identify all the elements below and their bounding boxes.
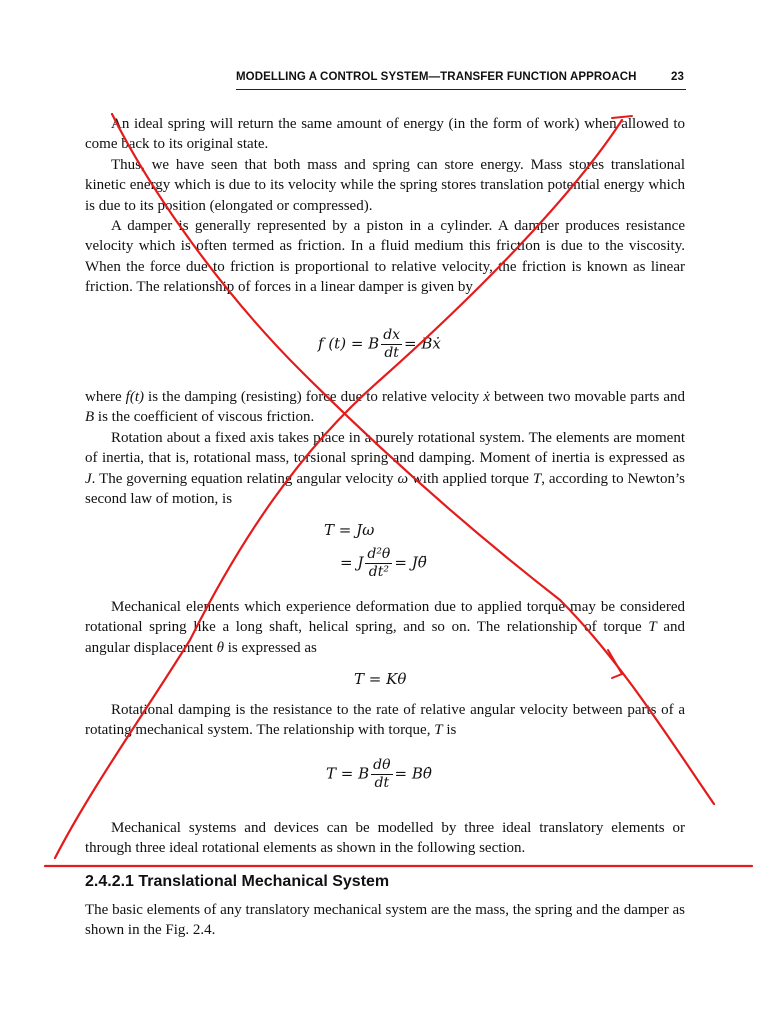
paragraph: where f(t) is the damping (resisting) force due to relative velocity ẋ between two movable parts and B is the coefficient of viscous friction. [85,389,685,426]
paragraph: Rotational damping is the resistance to the rate of relative angular velocity between parts of a rotating mechanical system. The relationship with torque, T is [85,702,685,739]
paragraph: Mechanical elements which experience deformation due to applied torque may be considered rotational spring like a long shaft, helical spring, and so on. The relationship of torque T and angular displacement θ is expressed as [85,599,685,656]
section-heading: 2.4.2.1 Translational Mechanical System [85,873,390,890]
equation-damper-force: f (t) = B $\frac{dx}{dt}$ = Bẋ [318,327,441,361]
paragraph: The basic elements of any translatory mechanical system are the mass, the spring and the damper as shown in the Fig. 2.4. [85,902,685,939]
text-block-1 [85,114,685,298]
equation-rotational-damping: T = B $\frac{d\theta}{dt}$ = Bθ̇ [326,757,432,791]
header-rule [236,89,686,90]
text-block-3 [85,597,685,658]
red-underline-rule [45,865,752,867]
paragraph: A damper is generally represented by a piston in a cylinder. A damper produces resistance velocity which is often termed as friction. In a fluid medium this friction is due to the viscosity. When the force due to friction is proportional to relative velocity, the friction is known as linear friction. The relationship of forces in a linear damper is given by [85,218,685,296]
running-title: MODELLING A CONTROL SYSTEM—TRANSFER FUNCTION APPROACH [236,71,637,83]
text-block-2 [85,387,685,509]
paragraph: Rotation about a fixed axis takes place in a purely rotational system. The elements are moment of inertia, that is, rotational mass, torsional spring and damping. Moment of inertia is expressed as J. The governing equation relating angular velocity ω with applied torque T, according to Newton’s second law of motion, is [85,429,685,508]
paragraph: Thus, we have seen that both mass and spring can store energy. Mass stores translational kinetic energy which is due to its velocity while the spring stores translation potential energy which is due to its position (elongated or compressed). [85,156,685,214]
equation-torque-inertia: T = Jω [324,521,375,539]
equation-torque-inertia-derivative: = J $\frac{\text{d²θ}}{\text{dt²}}$ = Jθ̈ [340,546,427,580]
page-number: 23 [671,71,684,83]
paragraph: An ideal spring will return the same amount of energy (in the form of work) when allowed to come back to its original state. [85,116,685,153]
text-block-5 [85,818,685,859]
running-head [236,71,686,83]
equation-torsional-spring: T = Kθ [354,670,407,688]
text-block-6 [85,900,685,941]
paragraph: Mechanical systems and devices can be modelled by three ideal translatory elements or through three ideal rotational elements as shown in the following section. [85,820,685,857]
text-block-4 [85,700,685,741]
